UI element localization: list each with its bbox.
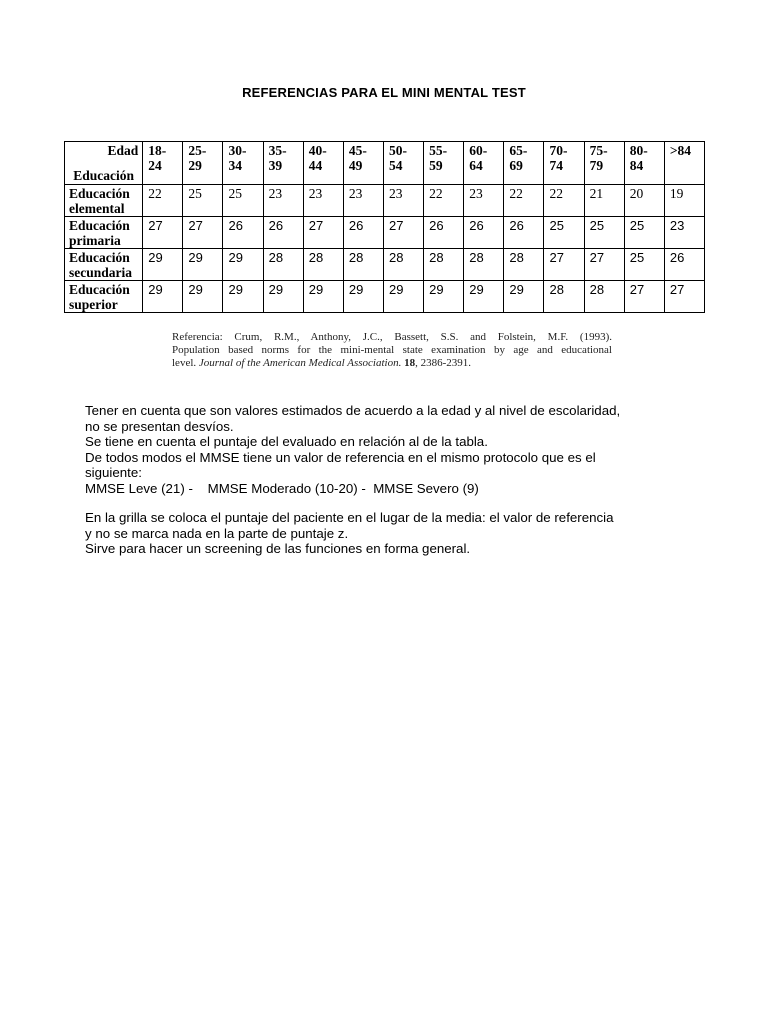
page-title: REFERENCIAS PARA EL MINI MENTAL TEST — [242, 85, 526, 100]
score-cell: 27 — [383, 217, 423, 249]
age-group-header — [504, 142, 544, 185]
age-group-header — [143, 142, 183, 185]
note-line: De todos modos el MMSE tiene un valor de referencia en el mismo protocolo que es el — [85, 449, 596, 465]
score-cell: 25 — [584, 217, 624, 249]
age-range-end: 84 — [629, 158, 644, 173]
score-cell: 23 — [343, 185, 383, 217]
score-cell: 25 — [544, 217, 584, 249]
education-level-label — [65, 185, 143, 217]
score-cell: 29 — [343, 281, 383, 313]
score-cell: 28 — [343, 249, 383, 281]
education-level-label — [65, 281, 143, 313]
mmse-reference-table — [64, 141, 705, 313]
score-cell: 22 — [504, 185, 544, 217]
age-range-end: 74 — [549, 158, 563, 173]
score-cell: 28 — [303, 249, 343, 281]
education-level-label — [65, 249, 143, 281]
age-range-start: 35- — [268, 143, 287, 158]
age-group-header — [624, 142, 664, 185]
age-range-end: 49 — [348, 158, 363, 173]
score-cell: 28 — [424, 249, 464, 281]
age-range-end: 59 — [429, 158, 443, 173]
citation-line-3 — [172, 357, 471, 369]
age-range-start: 30- — [228, 143, 247, 158]
table-row — [65, 217, 705, 249]
score-cell: 26 — [504, 217, 544, 249]
score-cell: 26 — [343, 217, 383, 249]
score-cell: 23 — [303, 185, 343, 217]
age-range-end: 64 — [469, 158, 483, 173]
score-cell: 27 — [183, 217, 223, 249]
education-level-label — [65, 217, 143, 249]
score-cell: 29 — [383, 281, 423, 313]
score-cell: 27 — [544, 249, 584, 281]
score-cell: 28 — [383, 249, 423, 281]
age-range-end: 24 — [148, 158, 162, 173]
age-group-header — [424, 142, 464, 185]
age-group-header — [343, 142, 383, 185]
age-group-header — [223, 142, 263, 185]
score-cell: 19 — [664, 185, 704, 217]
score-cell: 27 — [303, 217, 343, 249]
age-group-header — [464, 142, 504, 185]
score-cell: 29 — [504, 281, 544, 313]
score-cell: 26 — [464, 217, 504, 249]
note-line: siguiente: — [85, 465, 142, 480]
age-group-header — [303, 142, 343, 185]
score-cell: 27 — [584, 249, 624, 281]
age-range-start: 60- — [469, 143, 488, 158]
age-range-end: 34 — [228, 158, 242, 173]
education-label-line-1: Educación — [69, 186, 130, 201]
score-cell: 26 — [263, 217, 303, 249]
age-range-end: 54 — [388, 158, 403, 173]
age-group-header — [263, 142, 303, 185]
age-range-start: 18- — [148, 143, 167, 158]
table-row — [65, 281, 705, 313]
citation — [172, 331, 612, 370]
citation-volume: 18 — [404, 357, 416, 369]
score-cell: 22 — [544, 185, 584, 217]
note-line: Sirve para hacer un screening de las funciones en forma general. — [85, 541, 471, 556]
age-range-start: 40- — [308, 143, 327, 158]
age-range-start: 80- — [629, 143, 648, 158]
education-label-line-2: elemental — [69, 201, 125, 216]
score-cell: 26 — [664, 249, 704, 281]
age-range-start: 55- — [429, 143, 448, 158]
age-range-end: 29 — [188, 158, 202, 173]
score-cell: 20 — [624, 185, 664, 217]
mmse-severity-line: MMSE Leve (21) - MMSE Moderado (10-20) - MMSE Severo (9) — [85, 480, 479, 496]
score-cell: 21 — [584, 185, 624, 217]
education-label-line-2: primaria — [69, 233, 121, 248]
age-group-header — [383, 142, 423, 185]
age-range-start: 65- — [509, 143, 528, 158]
age-range-start: >84 — [669, 143, 692, 158]
age-range-start: 45- — [348, 143, 367, 158]
age-range-end: 39 — [268, 158, 283, 173]
score-cell: 26 — [424, 217, 464, 249]
age-axis-label: Edad — [107, 143, 139, 158]
score-cell: 27 — [143, 217, 183, 249]
age-range-end: 44 — [308, 158, 323, 173]
age-range-start: 50- — [388, 143, 407, 158]
score-cell: 29 — [143, 281, 183, 313]
note-line: Tener en cuenta que son valores estimados de acuerdo a la edad y al nivel de escolaridad, — [85, 403, 621, 418]
score-cell: 29 — [303, 281, 343, 313]
score-cell: 25 — [624, 249, 664, 281]
age-range-start: 75- — [589, 143, 608, 158]
score-cell: 29 — [464, 281, 504, 313]
score-cell: 27 — [664, 281, 704, 313]
age-range-end: 69 — [509, 158, 523, 173]
score-cell: 29 — [223, 249, 263, 281]
education-label-line-2: superior — [69, 297, 118, 312]
citation-line-1: Referencia: Crum, R.M., Anthony, J.C., Bassett, S.S. and Folstein, M.F. (1993). — [172, 331, 612, 343]
education-label-line-1: Educación — [69, 250, 130, 265]
age-range-start: 70- — [549, 143, 568, 158]
score-cell: 28 — [504, 249, 544, 281]
score-cell: 25 — [624, 217, 664, 249]
age-range-end: 79 — [589, 158, 604, 173]
education-axis-label: Educación — [73, 168, 134, 183]
score-cell: 29 — [183, 281, 223, 313]
education-label-line-1: Educación — [69, 282, 130, 297]
score-cell: 25 — [183, 185, 223, 217]
note-line: y no se marca nada en la parte de puntaje z. — [85, 525, 349, 541]
table-row — [65, 249, 705, 281]
age-group-header — [544, 142, 584, 185]
age-group-header — [183, 142, 223, 185]
score-cell: 29 — [143, 249, 183, 281]
score-cell: 25 — [223, 185, 263, 217]
score-cell: 28 — [263, 249, 303, 281]
age-group-header — [584, 142, 624, 185]
table-row — [65, 185, 705, 217]
score-cell: 23 — [464, 185, 504, 217]
note-line: Se tiene en cuenta el puntaje del evaluado en relación al de la tabla. — [85, 434, 488, 449]
education-label-line-2: secundaria — [69, 265, 133, 280]
score-cell: 23 — [263, 185, 303, 217]
note-line: En la grilla se coloca el puntaje del paciente en el lugar de la media: el valor de referencia — [85, 510, 614, 525]
score-cell: 26 — [223, 217, 263, 249]
score-cell: 29 — [183, 249, 223, 281]
table-corner-cell — [65, 142, 143, 185]
citation-line-2: Population based norms for the mini-mental state examination by age and educational — [172, 344, 612, 356]
citation-pages: , 2386-2391. — [415, 357, 472, 369]
score-cell: 23 — [383, 185, 423, 217]
notes-paragraph-2 — [85, 510, 685, 557]
score-cell: 29 — [263, 281, 303, 313]
table-header-row — [65, 142, 705, 185]
score-cell: 22 — [424, 185, 464, 217]
score-cell: 29 — [424, 281, 464, 313]
notes-paragraph-1 — [85, 403, 685, 496]
age-group-header — [664, 142, 704, 185]
citation-level: level. — [172, 357, 197, 369]
score-cell: 28 — [464, 249, 504, 281]
score-cell: 23 — [664, 217, 704, 249]
note-line: no se presentan desvíos. — [85, 418, 234, 434]
score-cell: 27 — [624, 281, 664, 313]
education-label-line-1: Educación — [69, 218, 130, 233]
score-cell: 22 — [143, 185, 183, 217]
score-cell: 29 — [223, 281, 263, 313]
citation-journal: Journal of the American Medical Association. — [198, 357, 402, 369]
score-cell: 28 — [544, 281, 584, 313]
score-cell: 28 — [584, 281, 624, 313]
age-range-start: 25- — [188, 143, 207, 158]
